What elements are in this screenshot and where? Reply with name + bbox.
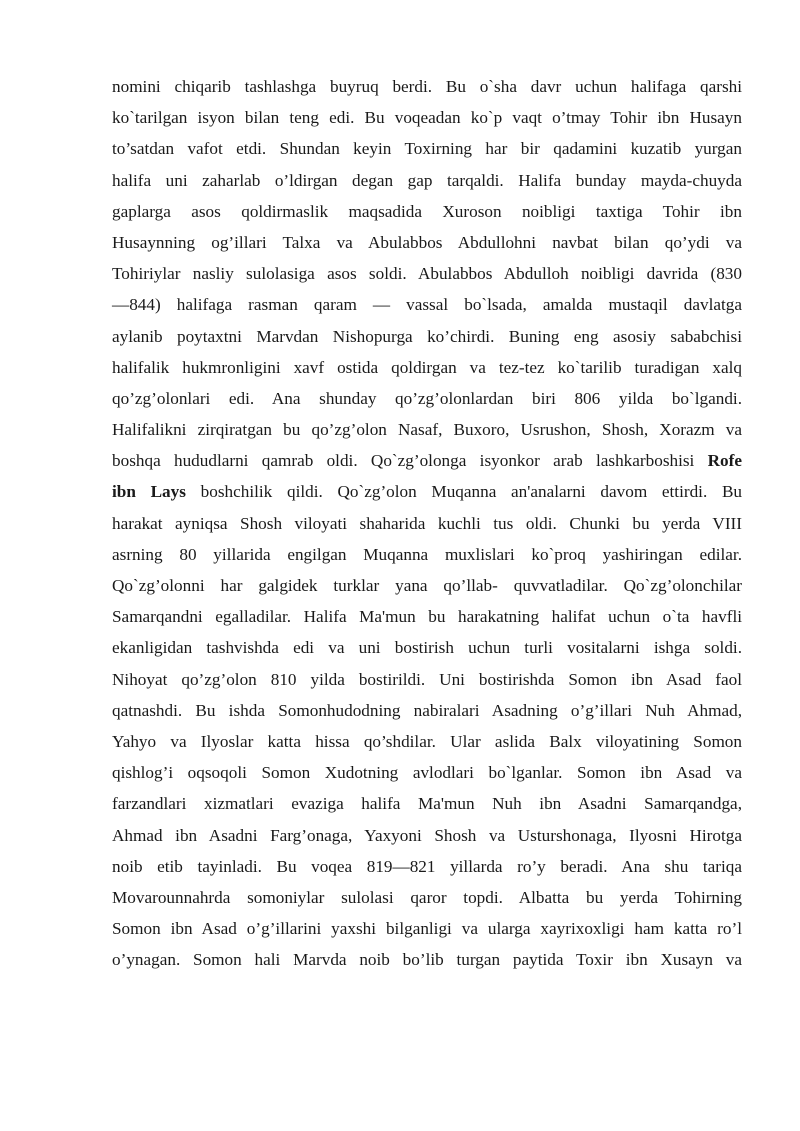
text-line	[112, 632, 742, 663]
text-line	[112, 352, 742, 383]
text-line	[112, 601, 742, 632]
text-line	[112, 289, 742, 320]
text-run: boshqa hududlarni qamrab oldi. Qo`zg’olonga isyonkor arab lashkarboshisi	[112, 451, 708, 471]
text-run: Tohiriylar nasliy sulolasiga asos soldi. Abulabbos Abdulloh noibligi davrida (830	[112, 264, 742, 284]
text-run: farzandlari xizmatlari evaziga halifa Ma'mun Nuh ibn Asadni Samarqandga,	[112, 794, 742, 814]
text-line	[112, 944, 742, 975]
text-line	[112, 788, 742, 819]
text-run: halifa uni zaharlab o’ldirgan degan gap tarqaldi. Halifa bunday mayda-chuyda	[112, 170, 742, 190]
text-run: to’satdan vafot etdi. Shundan keyin Toxirning har bir qadamini kuzatib yurgan	[112, 139, 742, 159]
text-line	[112, 258, 742, 289]
text-run: Halifalikni zirqiratgan bu qo’zg’olon Nasaf, Buxoro, Usrushon, Shosh, Xorazm va	[112, 420, 742, 440]
text-line	[112, 539, 742, 570]
text-line	[112, 227, 742, 258]
text-line	[112, 695, 742, 726]
text-line	[112, 196, 742, 227]
text-run: Samarqandni egalladilar. Halifa Ma'mun bu harakatning halifat uchun o`ta havfli	[112, 607, 742, 627]
text-line	[112, 133, 742, 164]
text-run: noib etib tayinladi. Bu voqea 819—821 yillarda ro’y beradi. Ana shu tariqa	[112, 856, 742, 876]
text-line	[112, 820, 742, 851]
text-run: ekanligidan tashvishda edi va uni bostirish uchun turli vositalarni ishga soldi.	[112, 638, 742, 658]
bold-text: ibn Lays	[112, 482, 186, 502]
text-line	[112, 414, 742, 445]
text-line	[112, 882, 742, 913]
text-line	[112, 570, 742, 601]
text-run: aylanib poytaxtni Marvdan Nishopurga ko’chirdi. Buning eng asosiy sababchisi	[112, 326, 742, 346]
text-line	[112, 71, 742, 102]
text-run: Somon ibn Asad o’g’illarini yaxshi bilganligi va ularga xayrixoxligi ham katta ro’l	[112, 919, 742, 939]
text-run: boshchilik qildi. Qo`zg’olon Muqanna an'analarni davom ettirdi. Bu	[185, 482, 743, 502]
text-line	[112, 726, 742, 757]
document-page	[112, 71, 742, 975]
text-line	[112, 476, 742, 507]
text-line	[112, 757, 742, 788]
text-line	[112, 102, 742, 133]
text-run: qishlog’i oqsoqoli Somon Xudotning avlodlari bo`lganlar. Somon ibn Asad va	[112, 763, 742, 783]
text-run: o’ynagan. Somon hali Marvda noib bo’lib turgan paytida Toxir ibn Xusayn va	[112, 950, 742, 970]
text-line	[112, 664, 742, 695]
text-run: Movarounnahrda somoniylar sulolasi qaror topdi. Albatta bu yerda Tohirning	[112, 887, 742, 907]
text-line	[112, 383, 742, 414]
text-line	[112, 508, 742, 539]
text-line	[112, 851, 742, 882]
text-run: nomini chiqarib tashlashga buyruq berdi. Bu o`sha davr uchun halifaga qarshi	[112, 77, 742, 96]
text-run: Qo`zg’olonni har galgidek turklar yana qo’llab- quvvatladilar. Qo`zg’olonchilar	[112, 576, 742, 595]
text-run: Husaynning og’illari Talxa va Abulabbos Abdullohni navbat bilan qo’ydi va	[112, 232, 742, 252]
text-run: —844) halifaga rasman qaram — vassal bo`lsada, amalda mustaqil davlatga	[112, 295, 742, 315]
text-line	[112, 321, 742, 352]
text-run: qatnashdi. Bu ishda Somonhudodning nabiralari Asadning o’g’illari Nuh Ahmad,	[112, 700, 742, 720]
text-run: Yahyo va Ilyoslar katta hissa qo’shdilar. Ular aslida Balx viloyatining Somon	[112, 731, 742, 751]
text-line	[112, 913, 742, 944]
text-line	[112, 165, 742, 196]
text-run: Ahmad ibn Asadni Farg’onaga, Yaxyoni Shosh va Usturshonaga, Ilyosni Hirotga	[112, 825, 742, 845]
text-run: harakat ayniqsa Shosh viloyati shaharida kuchli tus oldi. Chunki bu yerda VIII	[112, 513, 742, 533]
text-line	[112, 445, 742, 476]
text-run: Nihoyat qo’zg’olon 810 yilda bostirildi. Uni bostirishda Somon ibn Asad faol	[112, 669, 742, 689]
text-run: ko`tarilgan isyon bilan teng edi. Bu voqeadan ko`p vaqt o’tmay Tohir ibn Husayn	[112, 108, 742, 128]
text-run: halifalik hukmronligini xavf ostida qoldirgan va tez-tez ko`tarilib turadigan xalq	[112, 357, 742, 377]
text-run: gaplarga asos qoldirmaslik maqsadida Xuroson noibligi taxtiga Tohir ibn	[112, 201, 742, 221]
text-run: qo’zg’olonlari edi. Ana shunday qo’zg’olonlardan biri 806 yilda bo`lgandi.	[112, 388, 742, 408]
bold-text: Rofe	[707, 451, 742, 471]
text-run: asrning 80 yillarida engilgan Muqanna muxlislari ko`proq yashiringan edilar.	[112, 544, 742, 564]
